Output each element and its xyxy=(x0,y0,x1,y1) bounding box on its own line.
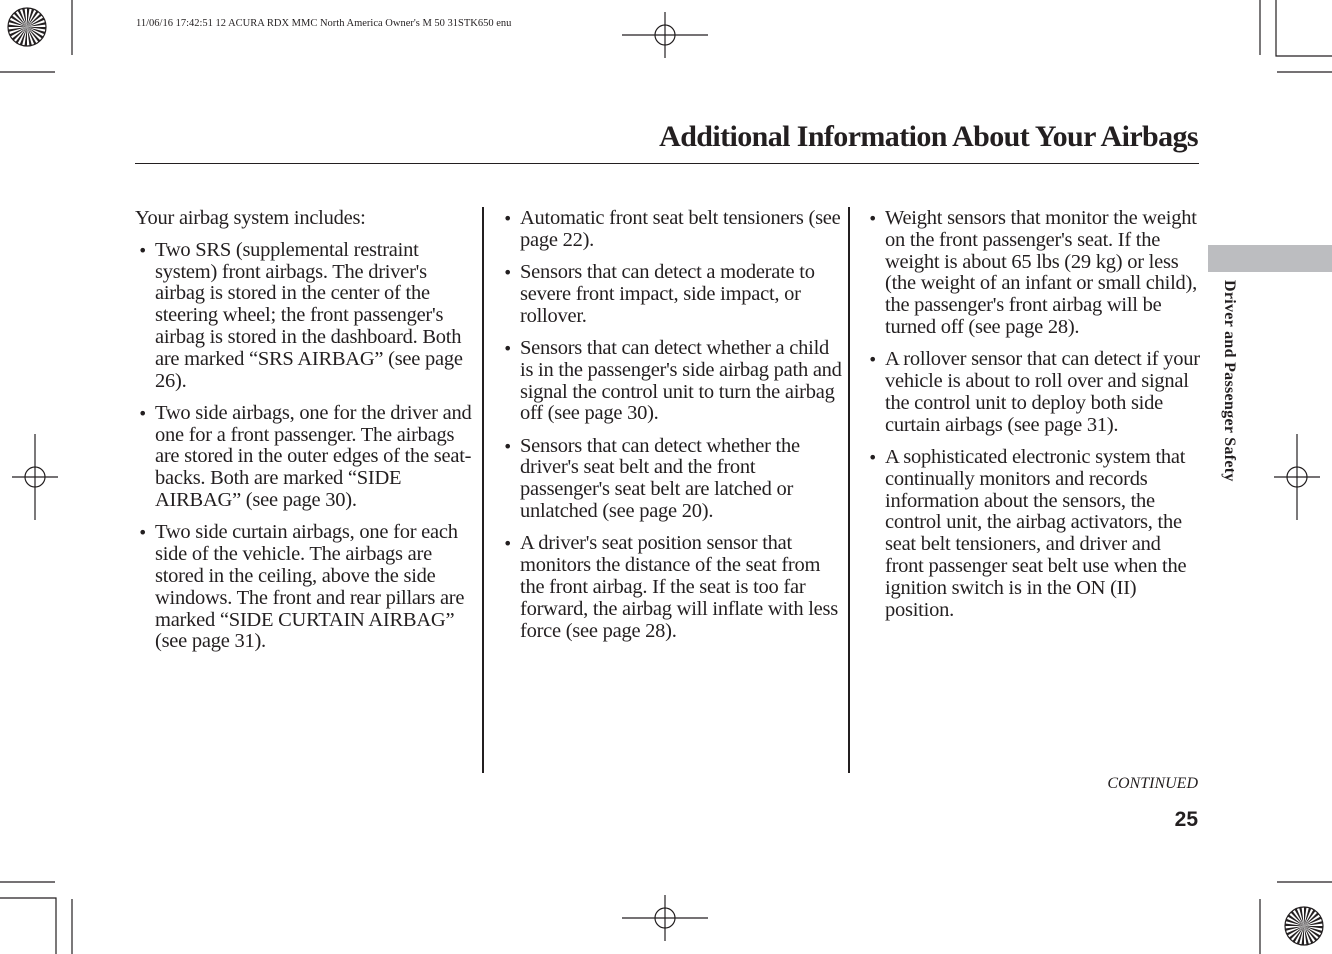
list-item xyxy=(135,522,475,653)
column-divider xyxy=(482,207,484,773)
page-title: Additional Information About Your Airbags xyxy=(659,120,1198,153)
list-item xyxy=(500,436,842,523)
registration-rosette-bottom-right xyxy=(1285,907,1323,945)
list-item-text: A rollover sensor that can detect if your vehicle is about to roll over and signal the control unit to deploy both side curtain airbags (see page 31). xyxy=(885,348,1200,436)
text-column-3 xyxy=(865,208,1203,632)
registration-rosette-top-left xyxy=(8,8,46,46)
bullet-icon: • xyxy=(138,240,148,260)
list-item xyxy=(500,533,842,642)
list-item xyxy=(500,208,842,252)
print-job-header: 11/06/16 17:42:51 12 ACURA RDX MMC North America Owner's M 50 31STK650 enu xyxy=(136,18,512,29)
list-item-text: Weight sensors that monitor the weight on the front passenger's seat. If the weight is about 65 lbs (29 kg) or less (the weight of an infant or small child), the passenger's front airbag will be turned off (see page 28). xyxy=(885,207,1197,338)
list-item-text: Sensors that can detect whether a child is in the passenger's side airbag path and signal the control unit to turn the airbag off (see page 30). xyxy=(520,336,842,425)
list-item-text: Sensors that can detect whether the driver's seat belt and the front passenger's seat belt are latched or unlatched (see page 20). xyxy=(520,434,800,523)
text-column-2 xyxy=(500,208,842,653)
bullet-icon: • xyxy=(868,209,878,228)
bullet-list-1 xyxy=(135,240,475,653)
section-tab xyxy=(1208,245,1332,272)
page-number: 25 xyxy=(1174,808,1198,831)
list-item xyxy=(500,262,842,327)
title-rule xyxy=(135,163,1199,164)
bullet-list-2 xyxy=(500,208,842,642)
list-item-text: A sophisticated electronic system that continually monitors and records information about the sensors, the control unit, the airbag activators, the seat belt tensioners, and driver and front passenger seat belt use when the ignition switch is in the ON (II) position. xyxy=(885,445,1187,621)
list-item-text: Automatic front seat belt tensioners (see page 22). xyxy=(520,207,841,251)
continued-label: CONTINUED xyxy=(1107,775,1198,792)
bullet-icon: • xyxy=(503,263,513,283)
bullet-list-3 xyxy=(865,208,1203,621)
bullet-icon: • xyxy=(138,523,148,543)
section-tab-label: Driver and Passenger Safety xyxy=(1221,280,1238,482)
bullet-icon: • xyxy=(503,534,513,554)
list-item-text: A driver's seat position sensor that monitors the distance of the seat from the front airbag. If the seat is too far forward, the airbag will inflate with less force (see page 28). xyxy=(520,532,838,642)
list-item xyxy=(135,240,475,393)
bullet-icon: • xyxy=(138,403,148,423)
bullet-icon: • xyxy=(868,350,878,370)
bullet-icon: • xyxy=(868,447,878,467)
list-item-text: Two side curtain airbags, one for each side of the vehicle. The airbags are stored in the ceiling, above the side windows. The front and rear pillars are marked “SIDE CURTAIN AIRBAG” (see page 31). xyxy=(155,521,465,653)
list-item xyxy=(865,349,1203,436)
intro-text: Your airbag system includes: xyxy=(135,207,366,229)
list-item xyxy=(135,403,475,512)
bullet-icon: • xyxy=(503,209,513,228)
list-item-text: Two SRS (supplemental restraint system) front airbags. The driver's airbag is stored in the center of the steering wheel; the front passenger's airbag is stored in the dashboard. Both are marked “SRS AIRBAG” (see page 26). xyxy=(155,238,463,392)
bullet-icon: • xyxy=(503,338,513,358)
column-divider xyxy=(848,207,850,773)
list-item xyxy=(500,338,842,425)
list-item xyxy=(865,208,1203,339)
bullet-icon: • xyxy=(503,436,513,456)
list-item-text: Sensors that can detect a moderate to severe front impact, side impact, or rollover. xyxy=(520,261,815,327)
list-item-text: Two side airbags, one for the driver and one for a front passenger. The airbags are stored in the outer edges of the seat-backs. Both are marked “SIDE AIRBAG” (see page 30). xyxy=(155,401,472,512)
list-item xyxy=(865,447,1203,621)
text-column-1 xyxy=(135,208,475,664)
